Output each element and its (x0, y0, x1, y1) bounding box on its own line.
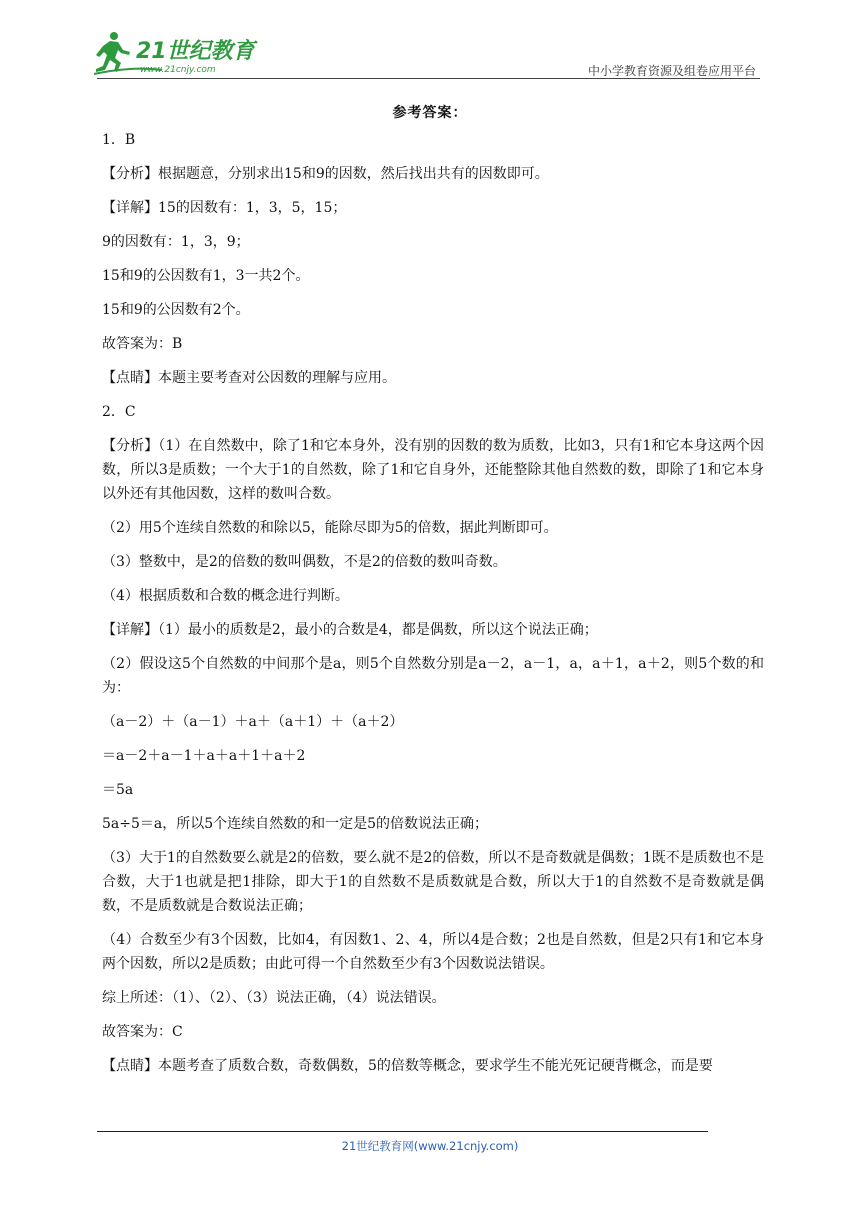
answer-line: 2．C (102, 404, 136, 420)
logo-21cnjy (92, 30, 262, 78)
comment-line: 【点睛】本题主要考查对公因数的理解与应用。 (102, 370, 396, 386)
header-tagline: 中小学教育资源及组卷应用平台 (587, 64, 756, 78)
text-paragraph: （3）大于1的自然数要么就是2的倍数，要么就不是2的倍数，所以不是奇数就是偶数；1既不是质数也不是合数，大于1也就是把1排除，即大于1的自然数不是质数就是合数，所以大于1的自然数不是奇数就是偶数，不是质数就是合数说法正确； (102, 850, 764, 914)
text-line: （3）整数中，是2的倍数的数叫偶数，不是2的倍数的数叫奇数。 (102, 554, 507, 570)
text-paragraph: （4）合数至少有3个因数，比如4，有因数1、2、4，所以4是合数；2也是自然数，但是2只有1和它本身两个因数，所以2是质数；由此可得一个自然数至少有3个因数说法错误。 (102, 932, 764, 972)
footer-divider (97, 1131, 708, 1132)
logo-text: 21世纪教育 (136, 39, 255, 64)
text-line: 故答案为：C (102, 1024, 183, 1040)
text-line: 5a÷5＝a，所以5个连续自然数的和一定是5的倍数说法正确； (102, 816, 489, 832)
detail-line: 【详解】15的因数有：1，3，5，15； (102, 200, 347, 216)
analysis-line: 【分析】根据题意，分别求出15和9的因数，然后找出共有的因数即可。 (102, 166, 549, 182)
header-divider (97, 78, 760, 79)
formula-line: ＝a－2＋a－1＋a＋a＋1＋a＋2 (102, 748, 306, 764)
answer-line: 1．B (102, 132, 136, 148)
formula-line: ＝5a (102, 782, 134, 798)
text-paragraph: （2）假设这5个自然数的中间那个是a，则5个自然数分别是a－2，a－1，a，a＋1，a＋2，则5个数的和为： (102, 656, 764, 696)
text-line: 15和9的公因数有2个。 (102, 302, 250, 318)
comment-line: 【点睛】本题考查了质数合数，奇数偶数，5的倍数等概念，要求学生不能光死记硬背概念，而是要 (102, 1058, 713, 1074)
summary-line: 综上所述：（1）、（2）、（3）说法正确，（4）说法错误。 (102, 990, 446, 1006)
answer-content (102, 128, 764, 1088)
logo-url: www.21cnjy.com (140, 65, 216, 75)
analysis-paragraph: 【分析】（1）在自然数中，除了1和它本身外，没有别的因数的数为质数，比如3，只有1和它本身这两个因数，所以3是质数；一个大于1的自然数，除了1和它自身外，还能整除其他自然数的数，即除了1和它本身以外还有其他因数，这样的数叫合数。 (102, 438, 764, 502)
text-line: 故答案为：B (102, 336, 183, 352)
page-title: 参考答案： (392, 105, 468, 121)
runner-icon (96, 32, 130, 72)
page-header (0, 0, 860, 90)
formula-line: （a－2）＋（a－1）＋a＋（a＋1）＋（a＋2） (102, 714, 404, 730)
text-line: 15和9的公因数有1，3一共2个。 (102, 268, 310, 284)
text-line: 9的因数有：1，3，9； (102, 234, 250, 250)
footer-text: 21世纪教育网(www.21cnjy.com) (341, 1139, 519, 1153)
text-line: （4）根据质数和合数的概念进行判断。 (102, 588, 349, 604)
text-line: （2）用5个连续自然数的和除以5，能除尽即为5的倍数，据此判断即可。 (102, 520, 558, 536)
detail-line: 【详解】（1）最小的质数是2，最小的合数是4，都是偶数，所以这个说法正确； (102, 622, 598, 638)
